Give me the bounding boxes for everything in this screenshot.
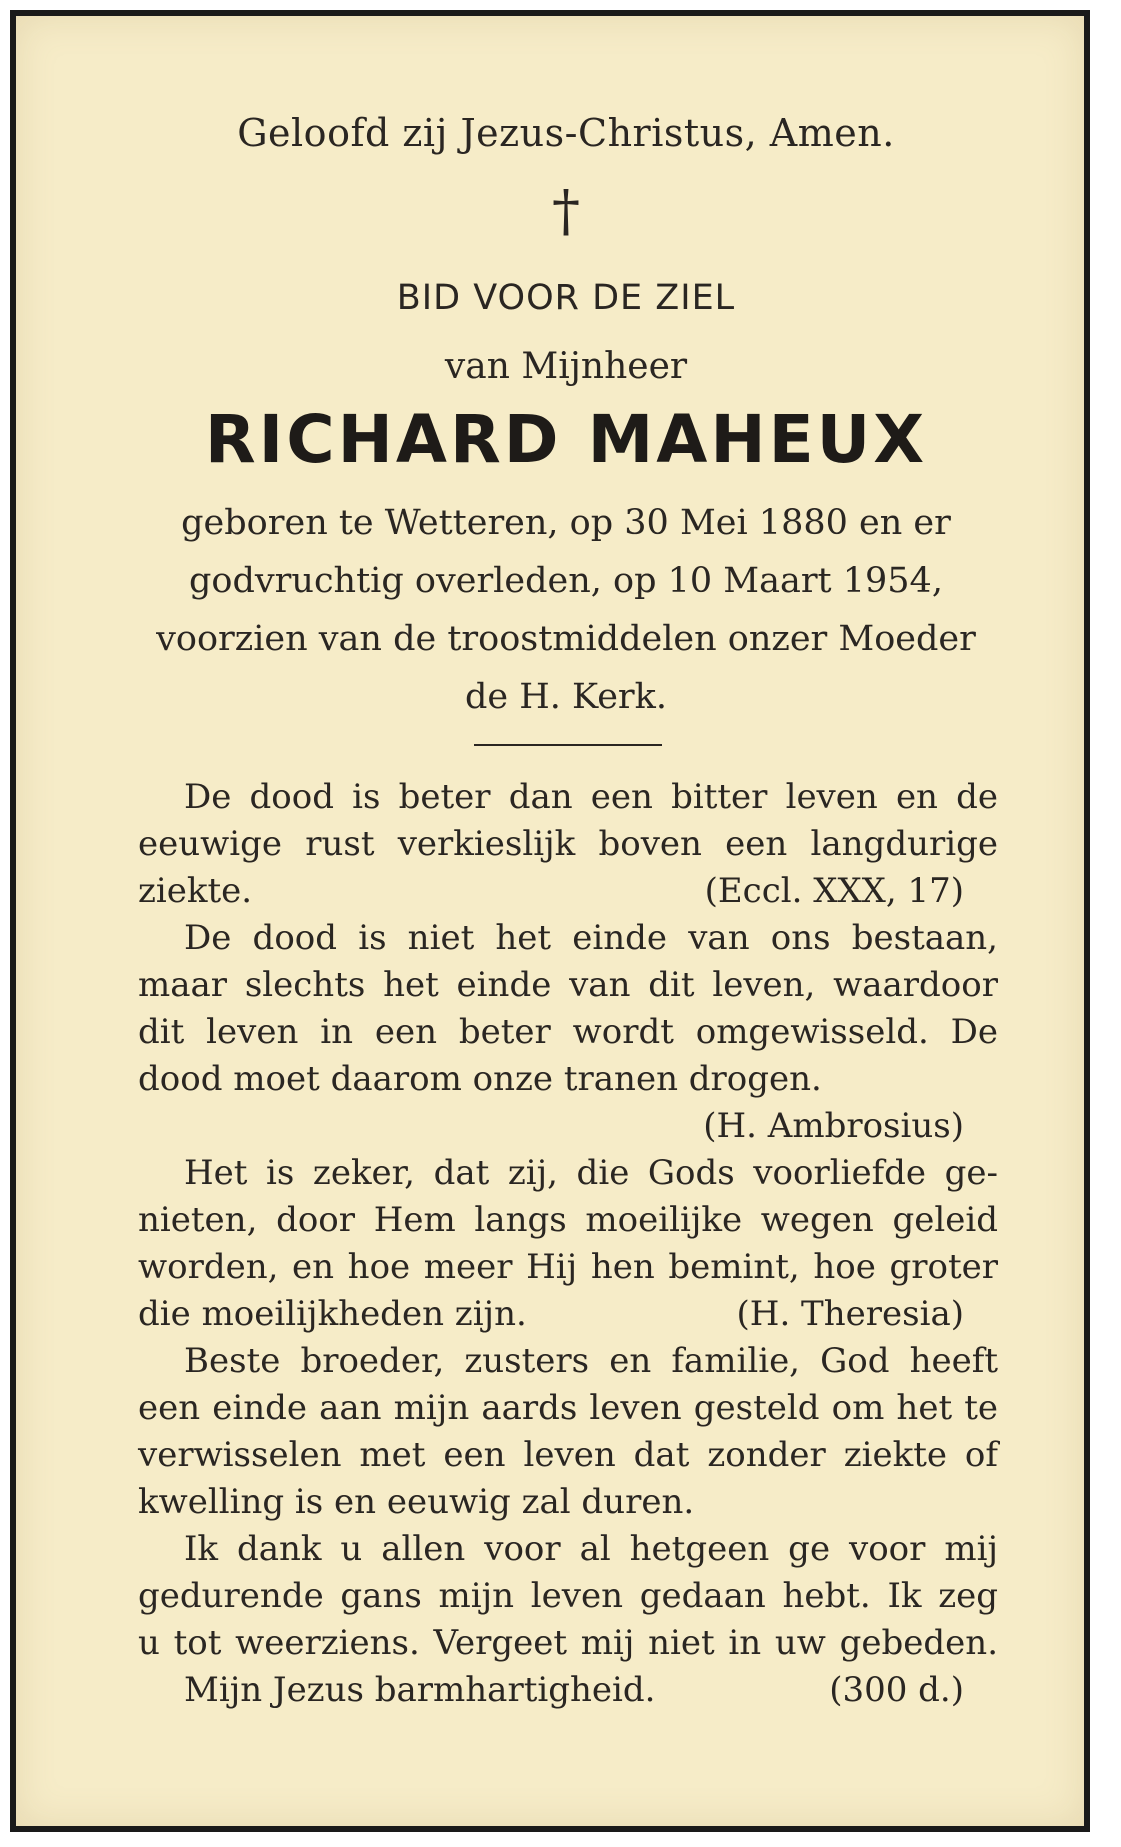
text-line: Beste broeder, zusters en familie, God heeft — [184, 1341, 998, 1381]
biography — [126, 494, 1006, 726]
text-line-with-citation — [138, 868, 998, 915]
text-line-with-citation — [138, 1291, 998, 1338]
text-line: Ik dank u allen voor al hetgeen ge voor mij — [184, 1529, 998, 1569]
citation: (Eccl. XXX, 17) — [704, 871, 964, 911]
header-invocation: Geloofd zij Jezus-Christus, Amen. — [237, 111, 895, 155]
bio-line: geboren te Wetteren, op 30 Mei 1880 en er — [181, 503, 951, 543]
memorial-card — [10, 10, 1090, 1832]
text-line: Het is zeker, dat zij, die Gods voorliefde ge- — [184, 1153, 998, 1193]
background-edge — [1091, 0, 1121, 1847]
text-line: verwisselen met een leven dat zonder ziekte of — [138, 1435, 998, 1475]
text-line: nieten, door Hem langs moeilijke wegen geleid — [138, 1200, 998, 1240]
text-line: gedurende gans mijn leven gedaan hebt. Ik zeg — [138, 1576, 998, 1616]
text-line: die moeilijkheden zijn. — [138, 1294, 527, 1334]
bio-line: de H. Kerk. — [464, 677, 667, 717]
text-line: kwelling is en eeuwig zal duren. — [138, 1482, 695, 1522]
bio-line: voorzien van de troostmiddelen onzer Moeder — [156, 619, 976, 659]
citation: (H. Ambrosius) — [703, 1106, 964, 1146]
text-line: De dood is beter dan een bitter leven en de — [184, 777, 998, 817]
deceased-name: RICHARD MAHEUX — [204, 401, 928, 478]
closing-line — [138, 1667, 998, 1714]
text-line: een einde aan mijn aards leven gesteld om het te — [138, 1388, 998, 1428]
prayer-heading: BID VOOR DE ZIEL — [396, 278, 736, 318]
text-line: dood moet daarom onze tranen drogen. — [138, 1059, 822, 1099]
text-line: worden, en hoe meer Hij hen bemint, hoe groter — [138, 1247, 998, 1287]
text-line: ziekte. — [138, 871, 253, 911]
indulgence-note: (300 d.) — [829, 1670, 964, 1710]
text-line: dit leven in een beter wordt omgewisseld. De — [138, 1012, 998, 1052]
text-line: De dood is niet het einde van ons bestaan, — [184, 918, 998, 958]
text-line: u tot weerziens. Vergeet mij niet in uw gebeden. — [138, 1623, 998, 1663]
text-line: maar slechts het einde van dit leven, waardoor — [138, 965, 998, 1005]
honorific-line: van Mijnheer — [444, 346, 688, 387]
cross-icon: † — [552, 179, 580, 244]
bio-line: godvruchtig overleden, op 10 Maart 1954, — [189, 561, 943, 601]
memorial-text — [138, 774, 998, 1714]
text-line: eeuwige rust verkieslijk boven een langdurige — [138, 824, 998, 864]
citation: (H. Theresia) — [736, 1294, 964, 1334]
closing-prayer: Mijn Jezus barmhartigheid. — [184, 1670, 656, 1710]
divider-rule — [474, 744, 662, 746]
